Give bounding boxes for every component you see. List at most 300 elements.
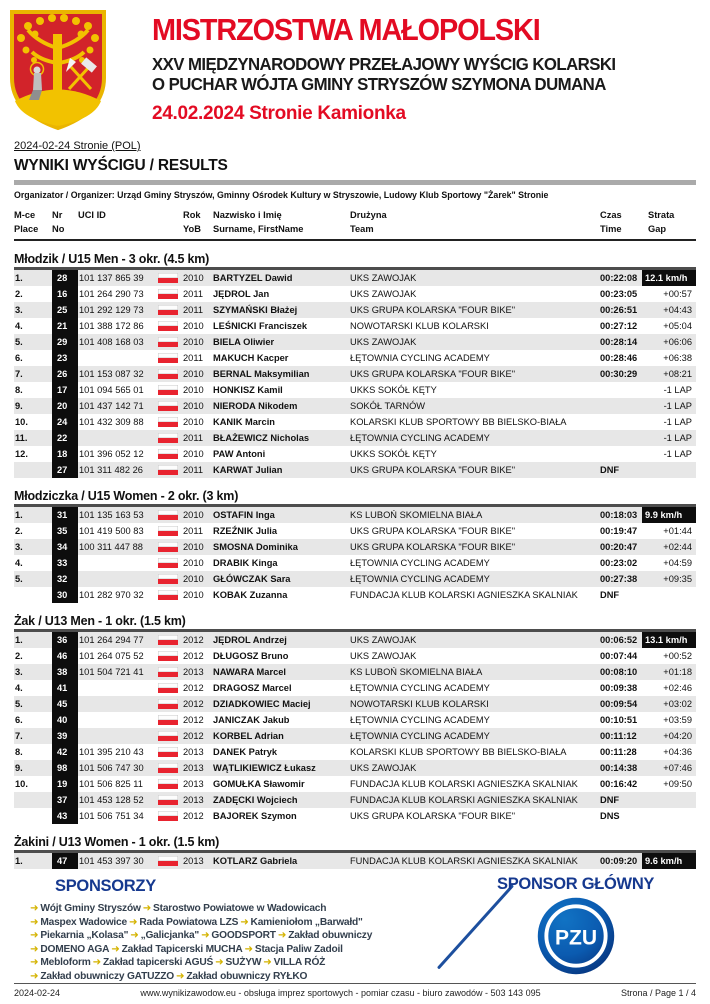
time-cell: 00:14:38 (600, 763, 638, 773)
result-row (14, 696, 696, 712)
sponsor-arrow-icon: ➜ (92, 957, 101, 968)
uci-id: 101 453 128 52 (79, 795, 144, 805)
gap-cell: -1 LAP (663, 417, 692, 427)
result-row (14, 760, 696, 776)
flag-cell (158, 462, 183, 478)
team-name: NOWOTARSKI KLUB KOLARSKI (350, 321, 489, 331)
time-cell: 00:30:29 (600, 369, 638, 379)
flag-cell (158, 398, 183, 414)
event-subtitle (152, 55, 616, 94)
pol-flag-icon (158, 305, 178, 315)
team-name: SOKÓŁ TARNÓW (350, 401, 426, 411)
event-line: 2024-02-24 Stronie (POL) (14, 140, 141, 152)
result-row (14, 776, 696, 792)
rider-name: HONKISZ Kamil (213, 385, 283, 395)
uci-id: 101 506 747 30 (79, 763, 144, 773)
flag-cell (158, 728, 183, 744)
pol-flag-icon (158, 779, 178, 789)
bib-number-badge: 19 (52, 776, 78, 792)
time-cell: 00:23:05 (600, 289, 638, 299)
rider-name: KOBAK Zuzanna (213, 590, 288, 600)
flag-cell (158, 270, 183, 286)
footer-page-number: Strona / Page 1 / 4 (620, 988, 696, 998)
uci-id (78, 555, 158, 571)
pol-flag-icon (158, 449, 178, 459)
col-team-pl: Drużyna (350, 210, 387, 220)
flag-cell (158, 382, 183, 398)
team-name: UKS ZAWOJAK (350, 289, 417, 299)
sponsors-heading: SPONSORZY (55, 877, 156, 895)
bib-number-badge: 37 (52, 792, 78, 808)
gap-cell (642, 587, 696, 603)
bib-number-badge: 32 (52, 571, 78, 587)
result-row (14, 350, 696, 366)
place-cell (14, 808, 52, 824)
uci-id (78, 680, 158, 696)
bib-number-badge: 39 (52, 728, 78, 744)
rider-name: DANEK Patryk (213, 747, 278, 757)
rider-name: DRABIK Kinga (213, 558, 278, 568)
rider-name: JĘDROL Andrzej (213, 635, 287, 645)
place-cell: 8. (15, 385, 23, 395)
yob-cell: 2013 (183, 795, 204, 805)
team-name: ŁĘTOWNIA CYCLING ACADEMY (350, 353, 490, 363)
sponsor-entry: Zakład Tapicerski MUCHA (121, 943, 243, 955)
pol-flag-icon (158, 369, 178, 379)
flag-cell (158, 523, 183, 539)
uci-id: 101 504 721 41 (79, 667, 144, 677)
sponsor-arrow-icon: ➜ (30, 957, 39, 968)
flag-cell (158, 744, 183, 760)
time-cell: 00:08:10 (600, 667, 638, 677)
place-cell: 6. (15, 353, 23, 363)
bib-number-badge: 22 (52, 430, 78, 446)
yob-cell: 2012 (183, 651, 204, 661)
flag-cell (158, 414, 183, 430)
bib-number-badge: 38 (52, 664, 78, 680)
yob-cell: 2010 (183, 417, 204, 427)
place-cell: 2. (15, 289, 23, 299)
uci-id: 101 135 163 53 (79, 510, 144, 520)
team-name: FUNDACJA KLUB KOLARSKI AGNIESZKA SKALNIAK (350, 590, 578, 600)
gap-cell: +08:21 (663, 369, 692, 379)
bib-number-badge: 45 (52, 696, 78, 712)
time-cell: 00:22:08 (600, 273, 638, 283)
footer-date: 2024-02-24 (14, 988, 61, 998)
sponsor-line (28, 970, 372, 984)
speed-badge: 13.1 km/h (642, 632, 696, 648)
team-name: ŁĘTOWNIA CYCLING ACADEMY (350, 683, 490, 693)
flag-cell (158, 712, 183, 728)
place-cell (14, 587, 52, 603)
pol-flag-icon (158, 856, 178, 866)
time-cell: 00:27:12 (600, 321, 638, 331)
category-title: Żak / U13 Men - 1 okr. (1.5 km) (14, 614, 186, 628)
team-name: ŁĘTOWNIA CYCLING ACADEMY (350, 731, 490, 741)
yob-cell: 2010 (183, 574, 204, 584)
flag-cell (158, 760, 183, 776)
page-header (0, 0, 710, 138)
team-name: UKS ZAWOJAK (350, 763, 417, 773)
pol-flag-icon (158, 699, 178, 709)
pol-flag-icon (158, 558, 178, 568)
sponsor-arrow-icon: ➜ (277, 930, 287, 941)
yob-cell: 2011 (183, 353, 203, 363)
pol-flag-icon (158, 289, 178, 299)
main-sponsor-heading: SPONSOR GŁÓWNY (497, 875, 655, 893)
pol-flag-icon (158, 542, 178, 552)
sponsor-entry: Zakład obuwniczy RYŁKO (186, 970, 308, 982)
sponsor-arrow-icon: ➜ (244, 943, 253, 955)
flag-cell (158, 555, 183, 571)
yob-cell: 2010 (183, 542, 204, 552)
result-row (14, 632, 696, 648)
yob-cell: 2011 (183, 465, 203, 475)
place-cell: 9. (15, 401, 23, 411)
result-sections (14, 252, 696, 869)
pol-flag-icon (158, 273, 178, 283)
result-row (14, 366, 696, 382)
gap-cell: +06:38 (663, 353, 692, 363)
place-cell: 10. (15, 417, 28, 427)
rider-name: DRAGOSZ Marcel (213, 683, 292, 693)
uci-id: 101 153 087 32 (79, 369, 144, 379)
event-subtitle-line2: O PUCHAR WÓJTA GMINY STRYSZÓW SZYMONA DUMANA (152, 73, 606, 94)
pol-flag-icon (158, 795, 178, 805)
result-row (14, 664, 696, 680)
bib-number-badge: 25 (52, 302, 78, 318)
uci-id (78, 350, 158, 366)
result-row (14, 728, 696, 744)
team-name: UKKS SOKÓŁ KĘTY (350, 449, 437, 459)
place-cell: 8. (15, 747, 23, 757)
bib-number-badge: 35 (52, 523, 78, 539)
yob-cell: 2010 (183, 337, 204, 347)
yob-cell: 2010 (183, 273, 204, 283)
pol-flag-icon (158, 747, 178, 757)
result-row (14, 808, 696, 824)
gap-cell: +09:50 (663, 779, 692, 789)
bib-number-badge: 17 (52, 382, 78, 398)
header-rule (14, 239, 696, 241)
yob-cell: 2010 (183, 449, 204, 459)
place-cell: 1. (15, 856, 23, 866)
yob-cell: 2013 (183, 747, 204, 757)
gap-cell: +00:57 (663, 289, 692, 299)
team-name: UKS GRUPA KOLARSKA "FOUR BIKE" (350, 526, 516, 536)
pol-flag-icon (158, 417, 178, 427)
flag-cell (158, 571, 183, 587)
footer-rule (14, 983, 696, 984)
pol-flag-icon (158, 321, 178, 331)
sponsor-arrow-icon: ➜ (30, 930, 39, 941)
gap-cell (642, 462, 696, 478)
category-title: Młodziczka / U15 Women - 2 okr. (3 km) (14, 489, 239, 503)
result-row (14, 555, 696, 571)
team-name: FUNDACJA KLUB KOLARSKI AGNIESZKA SKALNIAK (350, 779, 578, 789)
time-cell: 00:20:47 (600, 542, 638, 552)
place-cell: 3. (15, 667, 23, 677)
bib-number-badge: 21 (52, 318, 78, 334)
uci-id (78, 712, 158, 728)
gap-cell: +04:43 (663, 305, 692, 315)
time-cell (600, 398, 642, 414)
col-gap-pl: Strata (648, 210, 675, 220)
bib-number-badge: 41 (52, 680, 78, 696)
place-cell (14, 462, 52, 478)
gap-cell: +09:35 (663, 574, 692, 584)
sponsor-line (28, 956, 372, 970)
result-row (14, 318, 696, 334)
rider-name: GŁÓWCZAK Sara (213, 574, 291, 584)
team-name: UKS GRUPA KOLARSKA "FOUR BIKE" (350, 369, 516, 379)
result-row (14, 382, 696, 398)
place-cell: 4. (15, 683, 23, 693)
rider-name: OSTAFIN Inga (213, 510, 275, 520)
team-name: UKKS SOKÓŁ KĘTY (350, 385, 437, 395)
gap-cell (642, 808, 696, 824)
rider-name: BIELA Oliwier (213, 337, 275, 347)
flag-cell (158, 776, 183, 792)
sponsor-entry: Rada Powiatowa LZS (139, 916, 239, 928)
gap-cell: -1 LAP (663, 385, 692, 395)
event-date-place: 24.02.2024 Stronie Kamionka (152, 103, 406, 125)
place-cell: 1. (15, 510, 23, 520)
team-name: UKS GRUPA KOLARSKA "FOUR BIKE" (350, 305, 516, 315)
place-cell: 5. (15, 337, 23, 347)
pol-flag-icon (158, 731, 178, 741)
event-subtitle-line1: XXV MIĘDZYNARODOWY PRZEŁAJOWY WYŚCIG KOLARSKI (152, 54, 616, 74)
swoosh-line (437, 884, 514, 969)
divider-bar (14, 180, 696, 185)
coat-of-arms-stryszow-icon (8, 8, 108, 132)
uci-id: 101 453 397 30 (79, 856, 144, 866)
bib-number-badge: 33 (52, 555, 78, 571)
yob-cell: 2010 (183, 321, 204, 331)
sponsor-arrow-icon: ➜ (30, 903, 39, 914)
result-row (14, 648, 696, 664)
pol-flag-icon (158, 353, 178, 363)
yob-cell: 2012 (183, 715, 204, 725)
result-row (14, 430, 696, 446)
col-uci: UCI ID (78, 210, 106, 220)
place-cell: 7. (15, 369, 23, 379)
uci-id: 101 408 168 03 (79, 337, 144, 347)
flag-cell (158, 350, 183, 366)
rider-name: JANICZAK Jakub (213, 715, 290, 725)
pol-flag-icon (158, 715, 178, 725)
time-cell: 00:16:42 (600, 779, 638, 789)
gap-cell: +03:59 (663, 715, 692, 725)
rider-name: GOMUŁKA Sławomir (213, 779, 305, 789)
sponsor-entry: „Galicjanka" (140, 930, 200, 941)
sponsor-entry: Starostwo Powiatowe w Wadowicach (153, 903, 327, 914)
rider-name: SZYMAŃSKI Błażej (213, 305, 298, 315)
col-place-en: Place (14, 224, 39, 234)
bib-number-badge: 27 (52, 462, 78, 478)
sponsor-arrow-icon: ➜ (130, 930, 139, 941)
place-cell: 7. (15, 731, 23, 741)
bib-number-badge: 40 (52, 712, 78, 728)
flag-cell (158, 853, 183, 869)
bib-number-badge: 34 (52, 539, 78, 555)
team-name: KOLARSKI KLUB SPORTOWY BB BIELSKO-BIAŁA (350, 747, 567, 757)
yob-cell: 2011 (183, 305, 203, 315)
category-title: Młodzik / U15 Men - 3 okr. (4.5 km) (14, 252, 210, 266)
time-cell: DNS (600, 811, 620, 821)
time-cell: 00:23:02 (600, 558, 638, 568)
time-cell: 00:06:52 (600, 635, 638, 645)
place-cell: 10. (15, 779, 28, 789)
uci-id: 101 506 751 34 (79, 811, 144, 821)
yob-cell: 2011 (183, 433, 203, 443)
uci-id (78, 696, 158, 712)
yob-cell: 2010 (183, 558, 204, 568)
place-cell: 5. (15, 574, 23, 584)
time-cell (600, 382, 642, 398)
result-row (14, 523, 696, 539)
col-yob-pl: Rok (183, 210, 201, 220)
results-title: WYNIKI WYŚCIGU / RESULTS (14, 157, 228, 174)
svg-text:PZU: PZU (554, 926, 598, 950)
time-cell: 00:09:54 (600, 699, 638, 709)
result-row (14, 539, 696, 555)
bib-number-badge: 46 (52, 648, 78, 664)
yob-cell: 2010 (183, 385, 204, 395)
rider-name: BŁAŻEWICZ Nicholas (213, 433, 310, 443)
time-cell (600, 430, 642, 446)
sponsor-entry: SUŻYW (225, 957, 262, 968)
sponsor-arrow-icon: ➜ (30, 943, 39, 955)
place-cell: 5. (15, 699, 23, 709)
place-cell: 11. (15, 433, 28, 443)
bib-number-badge: 42 (52, 744, 78, 760)
sponsor-arrow-icon: ➜ (128, 916, 138, 928)
gap-cell: +04:36 (663, 747, 692, 757)
uci-id: 101 292 129 73 (79, 305, 144, 315)
sponsor-arrow-icon: ➜ (30, 970, 39, 982)
time-cell: 00:19:47 (600, 526, 638, 536)
flag-cell (158, 334, 183, 350)
team-name: UKS ZAWOJAK (350, 337, 417, 347)
gap-cell: +02:44 (663, 542, 692, 552)
rider-name: BERNAL Maksymilian (213, 369, 310, 379)
flag-cell (158, 430, 183, 446)
yob-cell: 2012 (183, 731, 204, 741)
gap-cell: +07:46 (663, 763, 692, 773)
sponsor-entry: VILLA RÓŻ (273, 957, 326, 968)
time-cell: DNF (600, 795, 620, 805)
team-name: ŁĘTOWNIA CYCLING ACADEMY (350, 433, 490, 443)
bib-number-badge: 24 (52, 414, 78, 430)
gap-cell (642, 792, 696, 808)
gap-cell: +00:52 (663, 651, 692, 661)
place-cell: 3. (15, 305, 23, 315)
bib-number-badge: 31 (52, 507, 78, 523)
col-gap-en: Gap (648, 224, 667, 234)
rider-name: LEŚNICKI Franciszek (213, 321, 308, 331)
yob-cell: 2011 (183, 526, 203, 536)
team-name: UKS GRUPA KOLARSKA "FOUR BIKE" (350, 542, 516, 552)
bib-number-badge: 23 (52, 350, 78, 366)
flag-cell (158, 366, 183, 382)
bib-number-badge: 16 (52, 286, 78, 302)
result-row (14, 571, 696, 587)
bib-number-badge: 28 (52, 270, 78, 286)
gap-cell: -1 LAP (663, 401, 692, 411)
time-cell: 00:11:12 (600, 731, 637, 741)
gap-cell: +04:59 (663, 558, 692, 568)
rider-name: NIERODA Nikodem (213, 401, 298, 411)
time-cell (600, 446, 642, 462)
sponsor-arrow-icon: ➜ (263, 957, 272, 968)
rider-name: KORBEL Adrian (213, 731, 284, 741)
bib-number-badge: 29 (52, 334, 78, 350)
result-row (14, 853, 696, 869)
yob-cell: 2010 (183, 590, 204, 600)
team-name: UKS ZAWOJAK (350, 273, 417, 283)
rider-name: JĘDROL Jan (213, 289, 270, 299)
bib-number-badge: 26 (52, 366, 78, 382)
time-cell: 00:27:38 (600, 574, 638, 584)
team-name: KS LUBOŃ SKOMIELNA BIAŁA (350, 667, 483, 677)
uci-id: 101 094 565 01 (79, 385, 144, 395)
sponsor-line (28, 916, 372, 930)
col-no-en: No (52, 224, 65, 234)
sponsor-entry: GOODSPORT (211, 930, 276, 941)
page-footer (0, 983, 710, 998)
result-row (14, 680, 696, 696)
gap-cell: -1 LAP (663, 449, 692, 459)
rider-name: KOTLARZ Gabriela (213, 856, 298, 866)
pol-flag-icon (158, 401, 178, 411)
pol-flag-icon (158, 526, 178, 536)
gap-cell: +02:46 (663, 683, 692, 693)
gap-cell: +06:06 (663, 337, 692, 347)
flag-cell (158, 696, 183, 712)
pol-flag-icon (158, 590, 178, 600)
result-row (14, 712, 696, 728)
result-row (14, 302, 696, 318)
rider-name: BARTYZEL Dawid (213, 273, 293, 283)
sponsor-entry: Piekarnia „Kolasa" (40, 930, 129, 941)
flag-cell (158, 648, 183, 664)
yob-cell: 2013 (183, 856, 204, 866)
team-name: ŁĘTOWNIA CYCLING ACADEMY (350, 574, 490, 584)
team-name: UKS ZAWOJAK (350, 635, 417, 645)
flag-cell (158, 302, 183, 318)
time-cell: 00:26:51 (600, 305, 638, 315)
team-name: UKS ZAWOJAK (350, 651, 417, 661)
team-name: NOWOTARSKI KLUB KOLARSKI (350, 699, 489, 709)
bib-number-badge: 30 (52, 587, 78, 603)
flag-cell (158, 808, 183, 824)
rider-name: DŁUGOSZ Bruno (213, 651, 289, 661)
yob-cell: 2012 (183, 699, 204, 709)
yob-cell: 2012 (183, 635, 204, 645)
uci-id: 101 388 172 86 (79, 321, 144, 331)
result-row (14, 792, 696, 808)
bib-number-badge: 18 (52, 446, 78, 462)
yob-cell: 2013 (183, 763, 204, 773)
pol-flag-icon (158, 667, 178, 677)
col-no-pl: Nr (52, 210, 63, 220)
results-body (14, 140, 696, 869)
col-yob-en: YoB (183, 224, 201, 234)
uci-id: 101 264 075 52 (79, 651, 144, 661)
sponsor-arrow-icon: ➜ (30, 916, 39, 928)
team-name: KOLARSKI KLUB SPORTOWY BB BIELSKO-BIAŁA (350, 417, 567, 427)
